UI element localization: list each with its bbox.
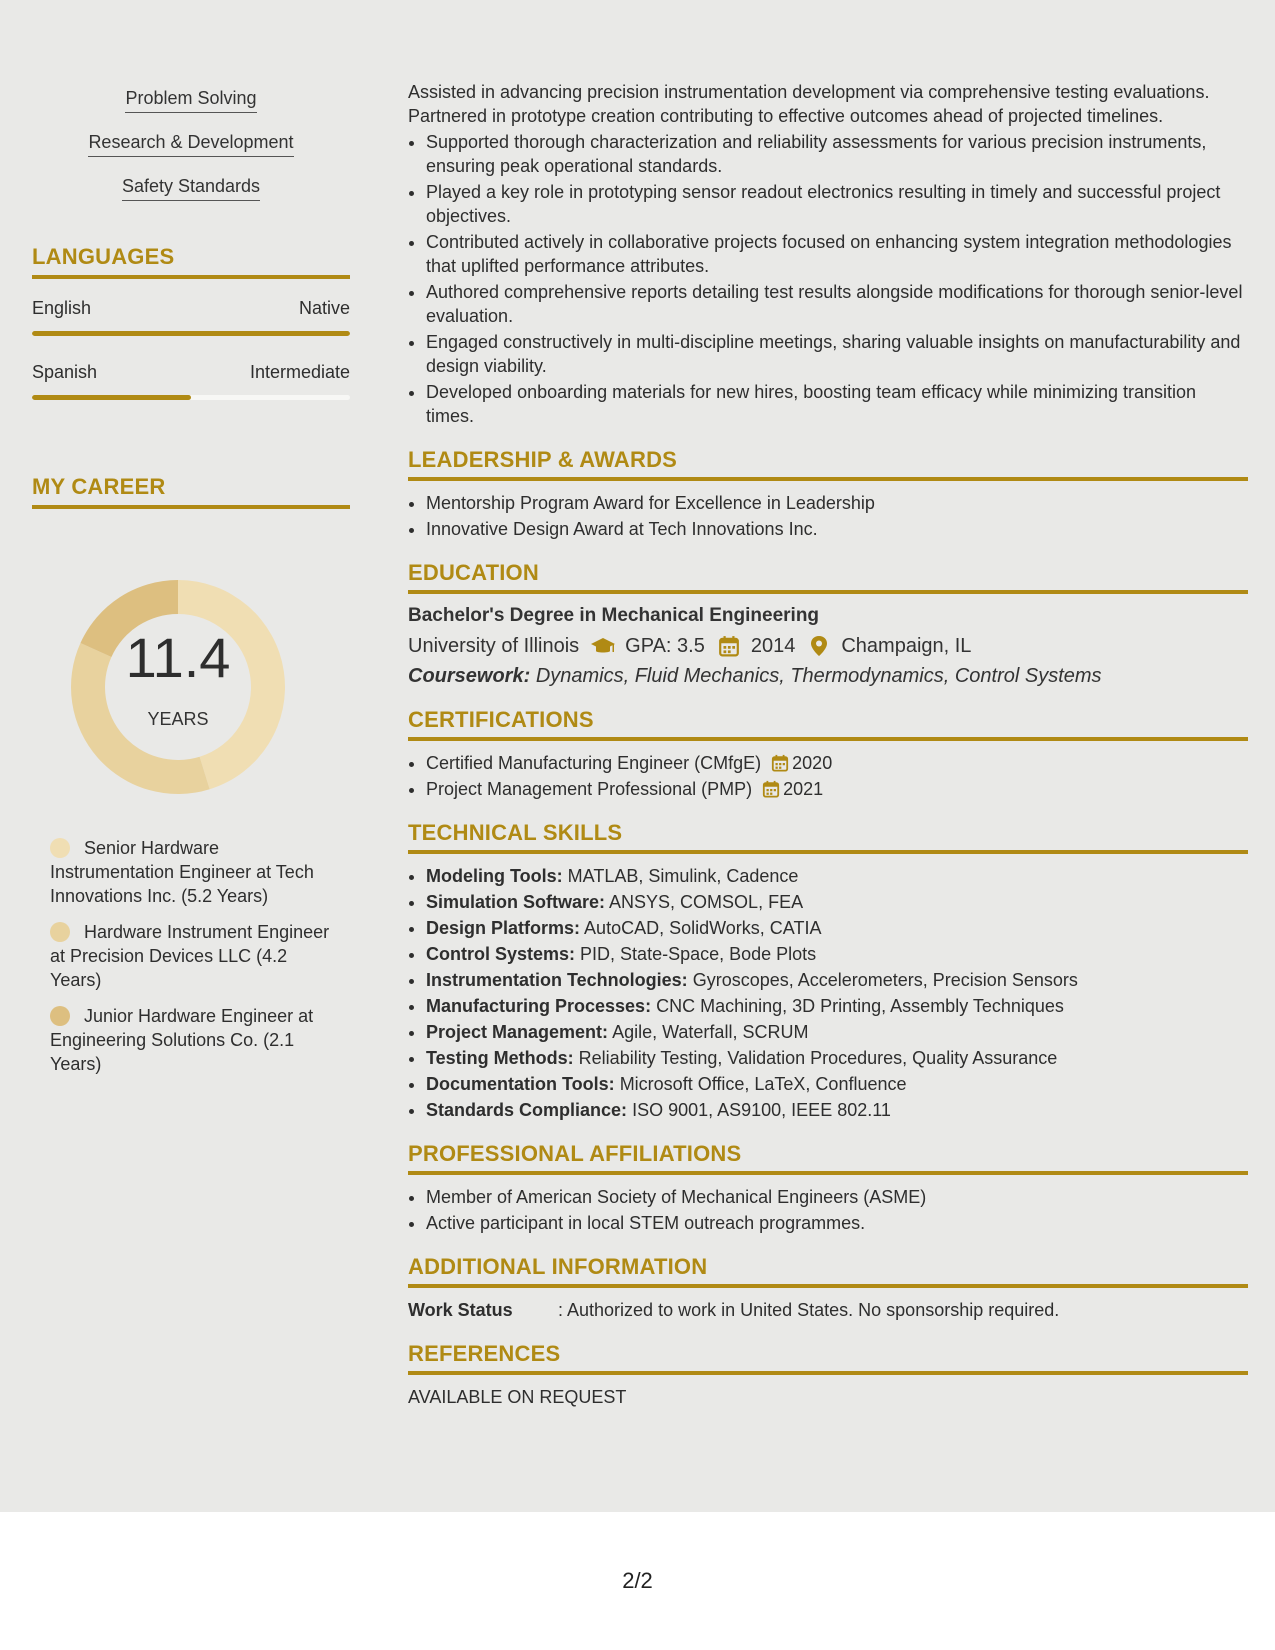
- graduation-cap-icon: [591, 635, 615, 657]
- additional-heading: ADDITIONAL INFORMATION: [408, 1255, 1248, 1288]
- education-heading: EDUCATION: [408, 561, 1248, 594]
- skill-tag: Research & Development: [88, 130, 293, 157]
- technical-heading: TECHNICAL SKILLS: [408, 821, 1248, 854]
- leadership-list: [408, 491, 1248, 541]
- career-total-value: 11.4: [125, 626, 231, 689]
- list-item: [426, 968, 1248, 992]
- career-legend-label: Junior Hardware Engineer at Engineering Solutions Co. (2.1 Years): [50, 1006, 314, 1074]
- skill-key: Design Platforms:: [426, 918, 581, 938]
- location-pin-icon: [807, 635, 831, 657]
- career-legend-label: Senior Hardware Instrumentation Engineer at Tech Innovations Inc. (5.2 Years): [50, 838, 314, 906]
- skill-value: PID, State-Space, Bode Plots: [580, 944, 817, 964]
- skill-key: Control Systems:: [426, 944, 576, 964]
- list-item: • Authored comprehensive reports detailing test results alongside modifications for thorough senior-level evaluation.: [426, 280, 1248, 328]
- list-item: • Innovative Design Award at Tech Innovations Inc.: [426, 517, 1248, 541]
- leadership-heading: LEADERSHIP & AWARDS: [408, 448, 1248, 481]
- legend-dot-icon: [50, 838, 70, 858]
- skill-key: Project Management:: [426, 1022, 609, 1042]
- career-legend-item: [50, 920, 340, 992]
- list-item: [426, 777, 1248, 801]
- skill-value: Reliability Testing, Validation Procedures, Quality Assurance: [578, 1048, 1058, 1068]
- list-item: • Engaged constructively in multi-discipline meetings, sharing valuable insights on manufacturability and design viability.: [426, 330, 1248, 378]
- main-content: [408, 80, 1248, 1409]
- experience-bullets: [408, 130, 1248, 428]
- education-year: 2014: [750, 635, 796, 657]
- skill-key: Documentation Tools:: [426, 1074, 615, 1094]
- skill-key: Modeling Tools:: [426, 866, 563, 886]
- language-name: English: [32, 298, 92, 318]
- list-item: [426, 864, 1248, 888]
- list-item: [426, 916, 1248, 940]
- career-legend-item: [50, 836, 340, 908]
- skill-key: Testing Methods:: [426, 1048, 574, 1068]
- education-gpa: GPA: 3.5: [625, 635, 705, 657]
- skill-key: Simulation Software:: [426, 892, 606, 912]
- education-details: [408, 634, 1248, 658]
- list-item: • Mentorship Program Award for Excellence in Leadership: [426, 491, 1248, 515]
- skill-value: Agile, Waterfall, SCRUM: [612, 1022, 809, 1042]
- language-level: Intermediate: [249, 362, 350, 382]
- list-item: [426, 890, 1248, 914]
- additional-info-row: [408, 1298, 1248, 1322]
- additional-key: Work Status: [408, 1300, 513, 1320]
- references-heading: REFERENCES: [408, 1342, 1248, 1375]
- certifications-list: [408, 751, 1248, 801]
- list-item: [426, 942, 1248, 966]
- career-total-unit: YEARS: [147, 709, 209, 729]
- skill-tag: Safety Standards: [122, 174, 260, 201]
- list-item: • Member of American Society of Mechanical Engineers (ASME): [426, 1185, 1248, 1209]
- certifications-heading: CERTIFICATIONS: [408, 708, 1248, 741]
- skill-value: CNC Machining, 3D Printing, Assembly Techniques: [656, 996, 1064, 1016]
- calendar-icon: [771, 754, 789, 772]
- skill-key: Standards Compliance:: [426, 1100, 628, 1120]
- education-school: University of Illinois: [408, 635, 580, 657]
- calendar-icon: [762, 780, 780, 798]
- certification-name: Certified Manufacturing Engineer (CMfgE): [426, 753, 762, 773]
- certification-year: 2021: [783, 779, 824, 799]
- skill-value: Gyroscopes, Accelerometers, Precision Sensors: [692, 970, 1078, 990]
- skill-key: Manufacturing Processes:: [426, 996, 652, 1016]
- list-item: [426, 994, 1248, 1018]
- skill-tag: Problem Solving: [125, 86, 256, 113]
- career-legend-label: Hardware Instrument Engineer at Precision Devices LLC (4.2 Years): [50, 922, 330, 990]
- language-bar: [32, 395, 350, 400]
- languages-heading: LANGUAGES: [32, 244, 350, 279]
- list-item: [426, 1046, 1248, 1070]
- skill-value: AutoCAD, SolidWorks, CATIA: [584, 918, 822, 938]
- skill-value: ANSYS, COMSOL, FEA: [609, 892, 804, 912]
- career-legend: [50, 836, 340, 1088]
- references-text: AVAILABLE ON REQUEST: [408, 1387, 627, 1407]
- list-item: [426, 1072, 1248, 1096]
- language-item: [32, 362, 350, 400]
- education-location: Champaign, IL: [841, 635, 972, 657]
- additional-value: : Authorized to work in United States. No sponsorship required.: [558, 1300, 1060, 1320]
- list-item: • Contributed actively in collaborative projects focused on enhancing system integration methodologies that uplifted performance attributes.: [426, 230, 1248, 278]
- language-bar-fill: [32, 395, 191, 400]
- career-legend-item: [50, 1004, 340, 1076]
- list-item: • Played a key role in prototyping sensor readout electronics resulting in timely and successful project objectives.: [426, 180, 1248, 228]
- technical-list: [408, 864, 1248, 1122]
- list-item: • Active participant in local STEM outreach programmes.: [426, 1211, 1248, 1235]
- language-level: Native: [298, 298, 350, 318]
- language-bar-fill: [32, 331, 350, 336]
- affiliations-heading: PROFESSIONAL AFFILIATIONS: [408, 1142, 1248, 1175]
- list-item: • Supported thorough characterization and reliability assessments for various precision instruments, ensuring peak operational standards.: [426, 130, 1248, 178]
- coursework-label: Coursework:: [408, 665, 531, 687]
- language-bar: [32, 331, 350, 336]
- skill-tags: [32, 86, 350, 218]
- skill-value: ISO 9001, AS9100, IEEE 802.11: [632, 1100, 891, 1120]
- page-number: 2/2: [622, 1568, 653, 1593]
- skill-value: MATLAB, Simulink, Cadence: [567, 866, 799, 886]
- calendar-icon: [717, 635, 741, 657]
- list-item: [426, 1098, 1248, 1122]
- list-item: [426, 1020, 1248, 1044]
- certification-name: Project Management Professional (PMP): [426, 779, 753, 799]
- career-total: [66, 575, 290, 799]
- certification-year: 2020: [792, 753, 833, 773]
- coursework-list: Dynamics, Fluid Mechanics, Thermodynamics, Control Systems: [535, 665, 1102, 687]
- skill-key: Instrumentation Technologies:: [426, 970, 688, 990]
- language-name: Spanish: [32, 362, 98, 382]
- list-item: [426, 751, 1248, 775]
- career-heading: MY CAREER: [32, 474, 350, 509]
- legend-dot-icon: [50, 922, 70, 942]
- education-coursework: [408, 664, 1248, 688]
- skill-value: Microsoft Office, LaTeX, Confluence: [619, 1074, 907, 1094]
- affiliations-list: [408, 1185, 1248, 1235]
- legend-dot-icon: [50, 1006, 70, 1026]
- list-item: • Developed onboarding materials for new hires, boosting team efficacy while minimizing transition times.: [426, 380, 1248, 428]
- language-item: [32, 298, 350, 336]
- experience-intro: Assisted in advancing precision instrumentation development via comprehensive testing evaluations. Partnered in prototype creation contributing to effective outcomes ahead of projected timelines.: [408, 82, 1210, 126]
- education-degree: Bachelor's Degree in Mechanical Engineering: [408, 605, 820, 626]
